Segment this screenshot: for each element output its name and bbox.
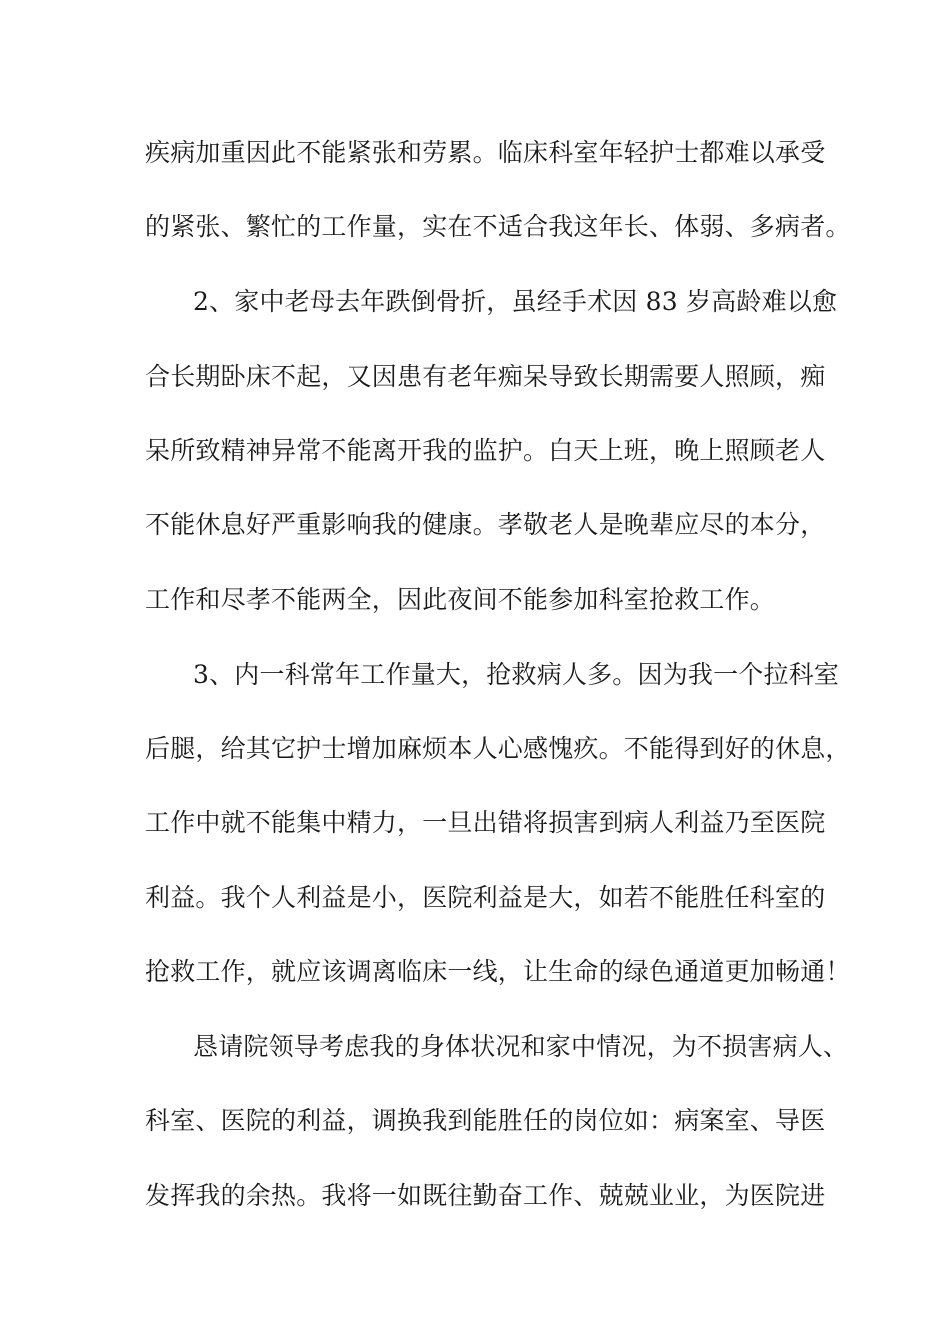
text-line: 不能休息好严重影响我的健康。孝敬老人是晚辈应尽的本分，: [145, 510, 826, 539]
text-line: 合长期卧床不起，又因患有老年痴呆导致长期需要人照顾，痴: [145, 362, 826, 391]
text-line: 抢救工作，就应该调离临床一线，让生命的绿色通道更加畅通！: [145, 957, 851, 986]
text-line: 疾病加重因此不能紧张和劳累。临床科室年轻护士都难以承受: [145, 138, 826, 167]
text-line: 科室、医院的利益，调换我到能胜任的岗位如：病案室、导医: [145, 1106, 826, 1135]
paragraph-start-line: 恳请院领导考虑我的身体状况和家中情况，为不损害病人、: [193, 1032, 849, 1061]
text-line: 的紧张、繁忙的工作量，实在不适合我这年长、体弱、多病者。: [145, 212, 851, 241]
text-line: 呆所致精神异常不能离开我的监护。白天上班，晚上照顾老人: [145, 436, 826, 465]
text-line: 工作中就不能集中精力，一旦出错将损害到病人利益乃至医院: [145, 808, 826, 837]
text-line: 利益。我个人利益是小，医院利益是大，如若不能胜任科室的: [145, 883, 826, 912]
paragraph-start-line: 3、内一科常年工作量大，抢救病人多。因为我一个拉科室: [193, 660, 840, 689]
text-line: 发挥我的余热。我将一如既往勤奋工作、兢兢业业，为医院进: [145, 1181, 826, 1210]
text-line: 工作和尽孝不能两全，因此夜间不能参加科室抢救工作。: [145, 585, 776, 614]
paragraph-start-line: 2、家中老母去年跌倒骨折，虽经手术因 83 岁高龄难以愈: [193, 287, 838, 316]
text-line: 后腿，给其它护士增加麻烦本人心感愧疚。不能得到好的休息，: [145, 734, 851, 763]
